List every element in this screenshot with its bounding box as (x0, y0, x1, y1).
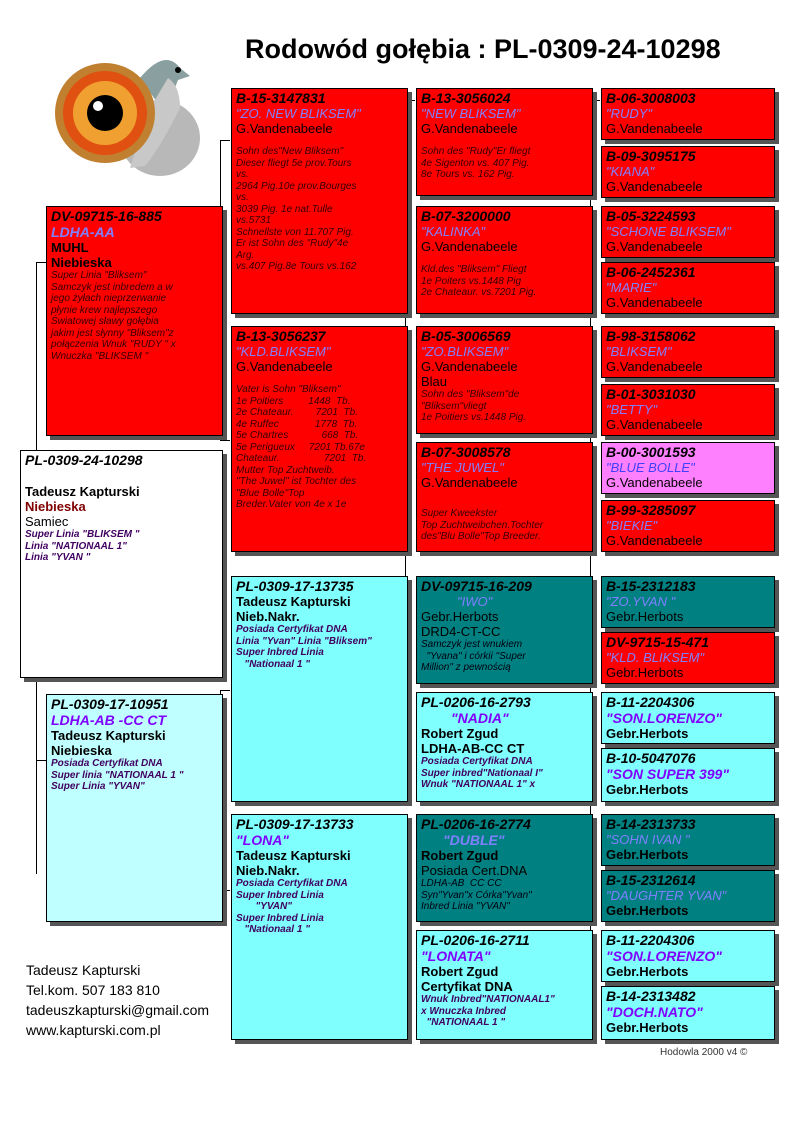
ggp-name: "ZO.BLIKSEM" (421, 344, 509, 359)
ggp-card[interactable] (416, 692, 593, 802)
ggp-ring: B-13-3056024 (421, 90, 511, 106)
sire-note: Światowej sławy gołębia (51, 316, 159, 327)
gggp-breeder: Gebr.Herbots (606, 726, 689, 741)
gggp-card[interactable] (601, 206, 775, 258)
gggp-card[interactable] (601, 870, 775, 922)
ggp-name: "LONATA" (421, 948, 491, 964)
gp-ring: B-13-3056237 (236, 328, 326, 344)
gp-note: Super Inbred Linia (236, 889, 324, 901)
ggp-card[interactable] (416, 326, 593, 434)
ggp-card[interactable] (416, 442, 593, 552)
gggp-ring: B-06-3008003 (606, 90, 696, 106)
gggp-breeder: G.Vandenabeele (606, 475, 703, 490)
dam-breeder: Tadeusz Kapturski (51, 728, 166, 743)
ggp-note: Posiada Certyfikat DNA (421, 756, 533, 767)
gggp-name: "RUDY" (606, 106, 653, 121)
gggp-breeder: G.Vandenabeele (606, 239, 703, 254)
subject-note: Linia "YVAN " (25, 552, 91, 563)
gp-note: vs. (236, 192, 249, 203)
ggp-note: Kld.des "Bliksem" Fliegt (421, 264, 527, 275)
ggp-note: Top Zuchtweibchen.Tochter (421, 519, 544, 531)
gggp-ring: B-00-3001593 (606, 444, 696, 460)
gggp-ring: B-11-2204306 (606, 694, 695, 710)
gp-note: "Blue Bolle"Top (236, 487, 305, 499)
gp-note: 2e Chateaur. 7201 Tb. (236, 407, 358, 418)
ggp-card[interactable] (416, 88, 593, 196)
gp-note: Breder.Vater von 4e x 1e (236, 499, 347, 510)
ggp-name: "NADIA" (451, 710, 509, 726)
gp-note: vs. (236, 169, 249, 180)
ggp-card[interactable] (416, 576, 593, 684)
grandparent-card[interactable] (231, 88, 408, 314)
ggp-ring: B-07-3200000 (421, 208, 511, 224)
gggp-name: "BLUE BOLLE" (606, 460, 695, 475)
gggp-name: "SOHN IVAN " (606, 832, 690, 847)
gp-note: Mutter Top Zuchtweib. (236, 464, 335, 476)
gp-note: Dieser fliegt 5e prov.Tours (236, 157, 352, 169)
gggp-breeder: Gebr.Herbots (606, 903, 689, 918)
dam-note: Super Linia "YVAN" (51, 781, 145, 792)
gp-breeder: G.Vandenabeele (236, 359, 333, 374)
grandparent-card[interactable] (231, 326, 408, 552)
gggp-ring: B-05-3224593 (606, 208, 696, 224)
gp-note: 5e Chartres 668 Tb. (236, 430, 359, 441)
gggp-breeder: Gebr.Herbots (606, 609, 684, 624)
gggp-breeder: G.Vandenabeele (606, 417, 703, 432)
subject-sex: Samiec (25, 514, 69, 529)
sire-ring: DV-09715-16-885 (51, 208, 162, 224)
gp-name: "ZO. NEW BLIKSEM" (236, 106, 361, 121)
ggp-note: des"Blu Bolle"Top Breeder. (421, 531, 541, 542)
ggp-note: "Yvana" i córkii "Super (421, 650, 526, 662)
gggp-card[interactable] (601, 88, 775, 140)
gp-note: Posiada Certyfikat DNA (236, 878, 348, 889)
ggp-note: "Bliksem"vliegt (421, 400, 487, 412)
ggp-color: LDHA-AB-CC CT (421, 741, 525, 756)
gggp-card[interactable] (601, 930, 775, 982)
gggp-breeder: Gebr.Herbots (606, 1020, 689, 1035)
gggp-ring: B-14-2313733 (606, 816, 696, 832)
gggp-name: "SON SUPER 399" (606, 766, 729, 782)
gggp-name: "SON.LORENZO" (606, 948, 722, 964)
gggp-breeder: G.Vandenabeele (606, 179, 703, 194)
gggp-breeder: Gebr.Herbots (606, 665, 684, 680)
gp-name: "KLD.BLIKSEM" (236, 344, 331, 359)
gp-breeder: G.Vandenabeele (236, 121, 333, 136)
gp-note: vs.5731 (236, 215, 272, 226)
connector (220, 690, 230, 691)
gggp-card[interactable] (601, 632, 775, 684)
ggp-note: Super Kweekster (421, 508, 498, 519)
gggp-name: "MARIE" (606, 280, 657, 295)
gp-note: Chateaur. 7201 Tb. (236, 453, 367, 464)
gp-note: Schnellste von 11.707 Pig. (236, 226, 354, 238)
gggp-card[interactable] (601, 442, 775, 494)
sire-note: Super Linia "Bliksem" (51, 270, 147, 281)
gggp-ring: B-14-2313482 (606, 988, 696, 1004)
ggp-name: "IWO" (457, 594, 493, 609)
gggp-name: "SCHONE BLIKSEM" (606, 224, 731, 239)
gp-note: Super Inbred Linia (236, 647, 324, 658)
connector (220, 440, 230, 441)
ggp-note: Wnuk "NATIONAAL 1" x (421, 779, 536, 790)
ggp-ring: PL-0206-16-2793 (421, 694, 531, 710)
sire-color: Niebieska (51, 255, 112, 270)
sire-card[interactable] (46, 206, 223, 436)
gggp-card[interactable] (601, 146, 775, 198)
connector (36, 760, 46, 761)
ggp-color: Certyfikat DNA (421, 979, 513, 994)
gp-note: "Nationaal 1 " (236, 924, 310, 935)
connector (220, 140, 230, 141)
dam-color: Niebieska (51, 743, 112, 758)
ggp-note: Super inbred"Nationaal I" (421, 767, 543, 779)
dam-card[interactable] (46, 694, 223, 922)
gp-note: Er ist Sohn des "Rudy"4e (236, 238, 349, 249)
grandparent-card[interactable] (231, 576, 408, 802)
gggp-breeder: G.Vandenabeele (606, 359, 703, 374)
ggp-card[interactable] (416, 814, 593, 922)
gggp-card[interactable] (601, 576, 775, 628)
gggp-card[interactable] (601, 692, 775, 744)
gggp-name: "SON.LORENZO" (606, 710, 722, 726)
ggp-note: 8e Tours vs. 162 Pig. (421, 169, 515, 180)
gp-color: Nieb.Nakr. (236, 609, 300, 624)
gggp-name: "BLIKSEM" (606, 344, 672, 359)
dam-note: Posiada Certyfikat DNA (51, 758, 163, 769)
sire-note: jego żyłach nieprzerwanie (51, 293, 167, 304)
ggp-name: "KALINKA" (421, 224, 486, 239)
subject-note: Super Linia "BLIKSEM " (25, 529, 140, 540)
footer-contact (26, 960, 209, 1040)
gggp-ring: B-09-3095175 (606, 148, 696, 164)
ggp-note: Million" z pewnością (421, 662, 511, 673)
gp-note: 1e Poitiers 1448 Tb. (236, 395, 351, 407)
gp-note: Posiada Certyfikat DNA (236, 624, 348, 635)
dam-name: LDHA-AB -CC CT (51, 712, 167, 728)
ggp-ring: PL-0206-16-2711 (421, 932, 530, 948)
gp-note: Sohn des"New Bliksem" (236, 146, 344, 157)
ggp-breeder: Robert Zgud (421, 848, 499, 863)
gggp-name: "ZO.YVAN " (606, 594, 676, 609)
footer-web[interactable]: www.kapturski.com.pl (26, 1022, 161, 1038)
gggp-breeder: Gebr.Herbots (606, 964, 689, 979)
ggp-breeder: Robert Zgud (421, 726, 499, 741)
gp-note: 4e Ruffec 1778 Tb. (236, 418, 358, 430)
sire-name: LDHA-AA (51, 224, 115, 240)
gggp-breeder: G.Vandenabeele (606, 295, 703, 310)
ggp-note: "NATIONAAL 1 " (421, 1017, 506, 1028)
gggp-ring: B-11-2204306 (606, 932, 695, 948)
ggp-breeder: Robert Zgud (421, 964, 499, 979)
ggp-note: Syn"Yvan"x Córka"Yvan" (421, 889, 532, 901)
subject-ring: PL-0309-24-10298 (25, 452, 143, 468)
sire-note: jakim jest słynny "Bliksem"z (51, 327, 174, 339)
gggp-ring: B-15-2312183 (606, 578, 696, 594)
gggp-breeder: Gebr.Herbots (606, 782, 689, 797)
ggp-ring: DV-09715-16-209 (421, 578, 532, 594)
ggp-color: DRD4-CT-CC (421, 624, 501, 639)
page-title: Rodowód gołębia : PL-0309-24-10298 (245, 34, 721, 64)
gggp-name: "KLD. BLIKSEM" (606, 650, 705, 665)
gp-note: 3039 Pig. 1e nat.Tulle (236, 203, 333, 215)
sire-note: płynie krew najlepszego (51, 304, 158, 316)
ggp-name: "DUBLE" (443, 832, 505, 848)
ggp-color: Blau (421, 374, 448, 389)
gggp-ring: DV-9715-15-471 (606, 634, 709, 650)
gp-note: Linia "Yvan" Linia "Bliksem" (236, 635, 372, 647)
gggp-name: "KIANA" (606, 164, 655, 179)
gggp-card[interactable] (601, 384, 775, 436)
gggp-card[interactable] (601, 748, 775, 802)
gggp-name: "BETTY" (606, 402, 658, 417)
gp-color: Nieb.Nakr. (236, 863, 300, 878)
footer-phone: Tel.kom. 507 183 810 (26, 982, 160, 998)
ggp-breeder: Gebr.Herbots (421, 609, 499, 624)
gp-note: 2964 Pig.10e prov.Bourges (236, 180, 357, 192)
subject-note: Linia "NATIONAAL 1" (25, 540, 127, 552)
gggp-card[interactable] (601, 814, 775, 866)
ggp-ring: B-07-3008578 (421, 444, 511, 460)
ggp-breeder: G.Vandenabeele (421, 239, 518, 254)
gp-note: Vater is Sohn "Bliksem" (236, 384, 341, 395)
ggp-breeder: G.Vandenabeele (421, 475, 518, 490)
gggp-breeder: G.Vandenabeele (606, 533, 703, 548)
ggp-note: Wnuk Inbred"NATIONAAL1" (421, 994, 555, 1005)
gggp-name: "DOCH.NATO" (606, 1004, 703, 1020)
gp-ring: B-15-3147831 (236, 90, 326, 106)
ggp-breeder: G.Vandenabeele (421, 121, 518, 136)
subject-owner: Tadeusz Kapturski (25, 484, 140, 499)
pigeon-logo-icon (50, 38, 200, 178)
sire-breeder: MUHL (51, 240, 89, 255)
sire-note: Wnuczka "BLIKSEM " (51, 350, 149, 362)
gggp-ring: B-01-3031030 (606, 386, 696, 402)
ggp-color: Posiada Cert.DNA (421, 863, 528, 878)
ggp-note: Sohn des "Bliksem"de (421, 389, 520, 400)
footer-email[interactable]: tadeuszkapturski@gmail.com (26, 1002, 210, 1018)
dam-note: Super linia "NATIONAAL 1 " (51, 769, 184, 781)
gp-ring: PL-0309-17-13735 (236, 578, 354, 594)
gp-breeder: Tadeusz Kapturski (236, 848, 351, 863)
ggp-ring: PL-0206-16-2774 (421, 816, 531, 832)
ggp-note: 1e Poitiers vs.1448 Pig. (421, 412, 527, 423)
ggp-ring: B-05-3006569 (421, 328, 511, 344)
footer-version: Hodowla 2000 v4 © (660, 1047, 748, 1058)
ggp-note: Sohn des "Rudy"Er fliegt (421, 146, 531, 157)
gp-note: 5e Perigueux 7201 Tb.67e (236, 441, 365, 453)
grandparent-card[interactable] (231, 814, 408, 1040)
ggp-name: "THE JUWEL" (421, 460, 504, 475)
ggp-note: x Wnuczka Inbred (421, 1005, 507, 1017)
ggp-note: Samczyk jest wnukiem (421, 639, 523, 650)
gggp-card[interactable] (601, 500, 775, 552)
gp-note: "The Juwel" ist Tochter des (236, 476, 357, 487)
dam-ring: PL-0309-17-10951 (51, 696, 169, 712)
gggp-breeder: Gebr.Herbots (606, 847, 689, 862)
gggp-ring: B-15-2312614 (606, 872, 696, 888)
gggp-name: "DAUGHTER YVAN" (606, 888, 727, 903)
gggp-name: "BIEKIE" (606, 518, 658, 533)
gp-note: vs.407 Pig.8e Tours vs.162 (236, 261, 357, 272)
footer-name: Tadeusz Kapturski (26, 962, 141, 978)
sire-note: Samczyk jest inbredem a w (51, 281, 173, 293)
gp-note: "YVAN" (236, 901, 292, 912)
ggp-note: 2e Chateaur. vs.7201 Pig. (421, 287, 537, 298)
gggp-ring: B-99-3285097 (606, 502, 696, 518)
ggp-note: LDHA-AB CC CC (421, 878, 502, 889)
ggp-note: 1e Poiters vs.1448 Pig (421, 275, 522, 287)
gggp-card[interactable] (601, 326, 775, 378)
ggp-name: "NEW BLIKSEM" (421, 106, 521, 121)
gggp-ring: B-06-2452361 (606, 264, 696, 280)
gggp-breeder: G.Vandenabeele (606, 121, 703, 136)
gggp-ring: B-98-3158062 (606, 328, 696, 344)
gggp-ring: B-10-5047076 (606, 750, 696, 766)
subject-color: Niebieska (25, 499, 86, 514)
gggp-card[interactable] (601, 986, 775, 1040)
ggp-note: 4e Sigenton vs. 407 Pig. (421, 157, 530, 169)
ggp-note: Inbred Linia "YVAN" (421, 901, 510, 912)
gp-ring: PL-0309-17-13733 (236, 816, 354, 832)
gp-name: "LONA" (236, 832, 289, 848)
gp-note: Arg. (236, 249, 255, 261)
ggp-card[interactable] (416, 930, 593, 1040)
subject-card[interactable] (20, 450, 223, 678)
connector (36, 262, 46, 263)
ggp-card[interactable] (416, 206, 593, 314)
ggp-breeder: G.Vandenabeele (421, 359, 518, 374)
sire-note: połączenia Wnuk "RUDY " x (51, 339, 176, 350)
gggp-card[interactable] (601, 262, 775, 314)
gp-breeder: Tadeusz Kapturski (236, 594, 351, 609)
gp-note: Super Inbred Linia (236, 912, 324, 924)
gp-note: "Nationaal 1 " (236, 658, 310, 670)
